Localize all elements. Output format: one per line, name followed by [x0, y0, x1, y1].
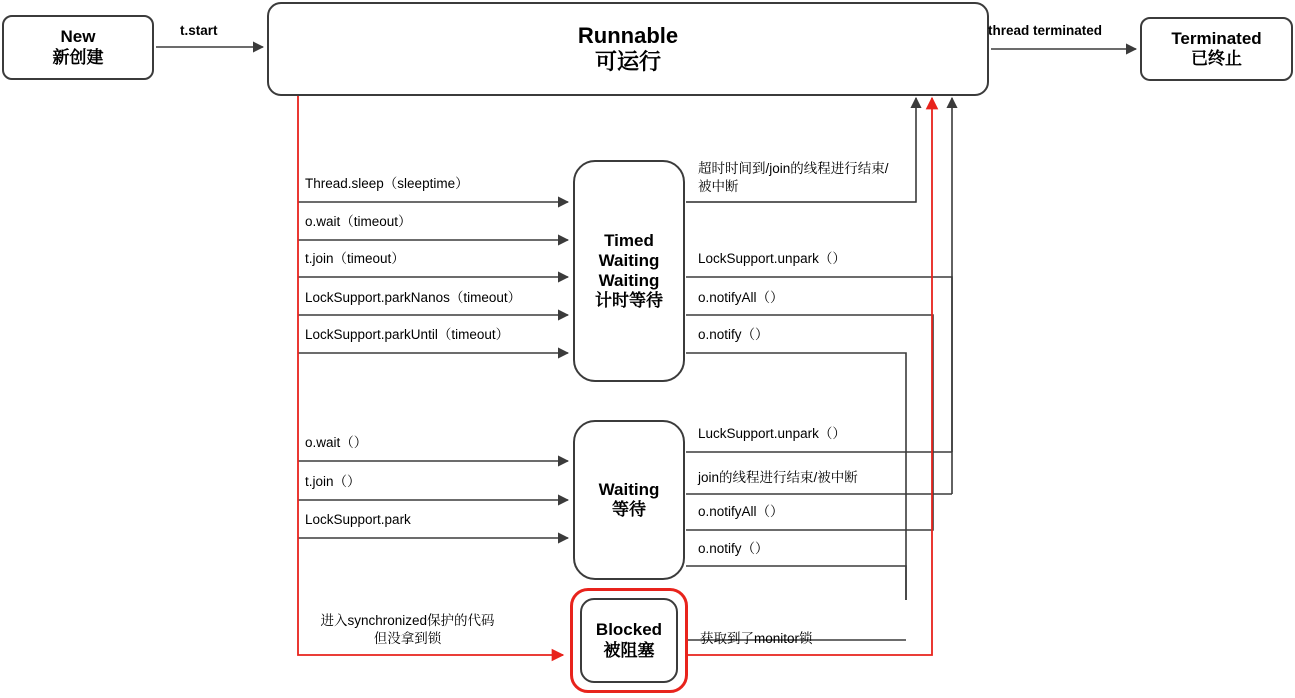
state-node-timed-waiting[interactable]: [573, 160, 685, 382]
state-node-blocked-en: Blocked: [595, 620, 663, 640]
edge-label-locksupport-park: LockSupport.park: [305, 512, 411, 527]
edge-label-o-notify-timed: o.notify（）: [698, 327, 769, 342]
state-node-timed-waiting-en: Timed Waiting: [598, 230, 660, 270]
edge-label-o-notifyall-timed: o.notifyAll（）: [698, 290, 784, 305]
state-node-runnable[interactable]: [267, 2, 989, 96]
edge-label-enter-synchronized-line2: 但没拿到锁: [373, 631, 442, 646]
edge-label-thread-sleep: Thread.sleep（sleeptime）: [305, 176, 469, 191]
edge-label-timeout-elapsed-line2: 被中断: [698, 179, 739, 194]
edge-label-parknanos: LockSupport.parkNanos（timeout）: [305, 290, 522, 305]
state-node-new-zh: 新创建: [52, 47, 104, 67]
edge-label-t-join: t.join（）: [305, 474, 361, 489]
state-node-runnable-zh: 可运行: [594, 49, 661, 74]
edge-label-thread-terminated: thread terminated: [988, 23, 1103, 38]
state-node-blocked-zh: 被阻塞: [603, 640, 655, 660]
state-node-timed-waiting-en2: Waiting: [598, 271, 660, 290]
edge-label-lucksupport-unpark: LuckSupport.unpark（）: [698, 426, 846, 441]
state-node-new[interactable]: [2, 15, 154, 80]
edge-label-o-notifyall: o.notifyAll（）: [698, 504, 784, 519]
edge-label-o-notify: o.notify（）: [698, 541, 769, 556]
state-node-waiting-en: Waiting: [598, 479, 660, 499]
edge-label-locksupport-unpark-timed: LockSupport.unpark（）: [698, 251, 846, 266]
state-node-terminated-en: Terminated: [1171, 28, 1262, 48]
state-node-terminated-zh: 已终止: [1191, 49, 1242, 68]
state-node-waiting-zh: 等待: [612, 500, 646, 519]
edge-label-join-finished: join的线程进行结束/被中断: [698, 470, 858, 485]
edge-label-t-join-timeout: t.join（timeout）: [305, 251, 405, 266]
edge-label-o-wait: o.wait（）: [305, 435, 368, 450]
state-node-blocked[interactable]: [570, 588, 688, 693]
edge-label-start: t.start: [180, 23, 218, 38]
state-node-waiting[interactable]: [573, 420, 685, 580]
state-node-runnable-en: Runnable: [577, 23, 679, 49]
state-node-terminated[interactable]: [1140, 17, 1293, 81]
edge-label-acquired-monitor: 获取到了monitor锁: [700, 631, 813, 646]
edge-label-enter-synchronized-line1: 进入synchronized保护的代码: [320, 613, 495, 628]
edge-label-o-wait-timeout: o.wait（timeout）: [305, 214, 412, 229]
state-node-timed-waiting-zh: 计时等待: [595, 291, 663, 311]
state-node-new-en: New: [60, 27, 96, 47]
edge-label-timeout-elapsed-line1: 超时时间到/join的线程进行结束/: [698, 161, 889, 176]
edge-label-parkuntil: LockSupport.parkUntil（timeout）: [305, 327, 510, 342]
